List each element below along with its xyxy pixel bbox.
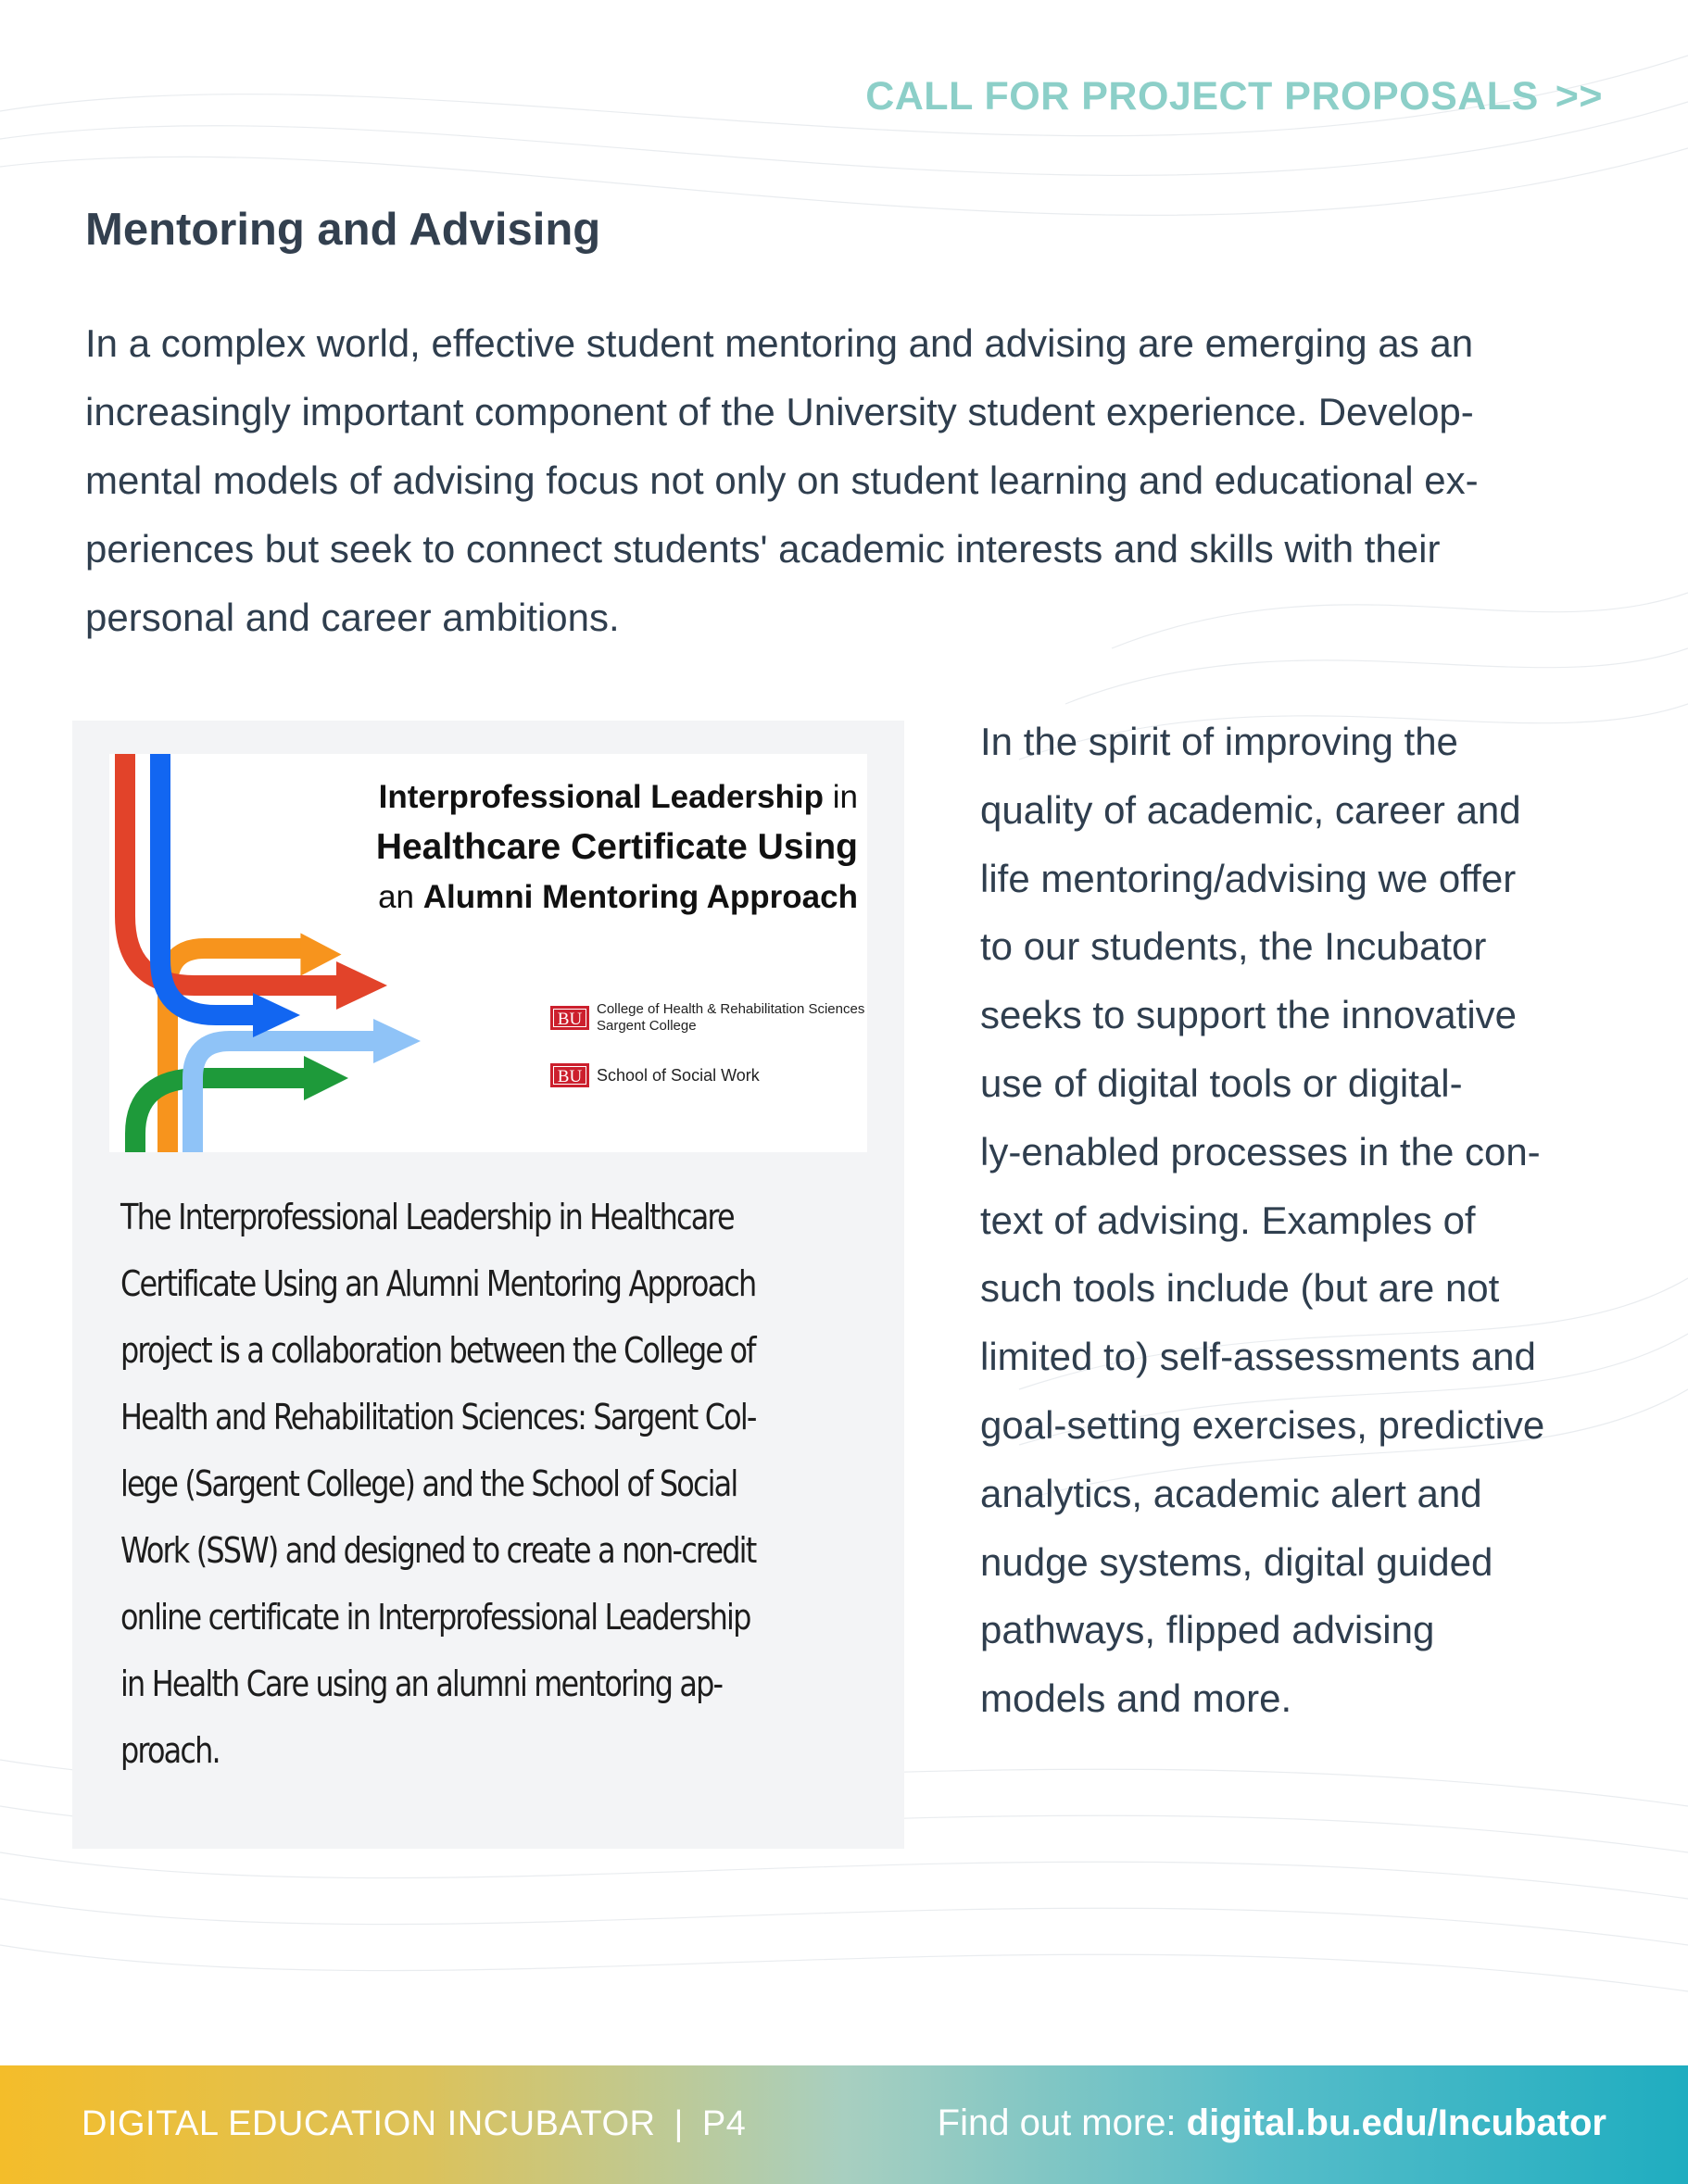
sargent-college-logo-text	[597, 1001, 864, 1035]
page-footer	[0, 2065, 1688, 2184]
caption-line: Certificate Using an Alumni Mentoring Approach	[120, 1263, 756, 1304]
caption-line: Health and Rehabilitation Sciences: Sargent Col-	[120, 1397, 756, 1437]
footer-link[interactable]: digital.bu.edu/Incubator	[1186, 2102, 1606, 2143]
light-blue-arrow-head	[373, 1019, 421, 1063]
paragraph-line: models and more.	[980, 1676, 1292, 1721]
bu-logo-icon: BU	[550, 1063, 589, 1087]
social-work-logo-text: School of Social Work	[597, 1066, 760, 1085]
intro-paragraph	[85, 309, 1614, 652]
caption-line: project is a collaboration between the College of	[120, 1330, 755, 1371]
paragraph-line: to our students, the Incubator	[980, 924, 1487, 969]
graphic-title-light-text: in	[832, 779, 858, 815]
intro-line: mental models of advising focus not only on student learning and educational ex-	[85, 458, 1479, 502]
intro-line: periences but seek to connect students' academic interests and skills with their	[85, 527, 1441, 571]
paragraph-line: In the spirit of improving the	[980, 720, 1458, 763]
case-study-box	[72, 721, 904, 1849]
graphic-title-bold-text: Interprofessional Leadership	[378, 779, 825, 815]
green-arrow-head	[304, 1056, 348, 1100]
section-title: Mentoring and Advising	[85, 205, 601, 255]
graphic-title-line1	[367, 772, 858, 822]
caption-line: in Health Care using an alumni mentoring ap-	[120, 1663, 723, 1704]
paragraph-line: goal-setting exercises, predictive	[980, 1402, 1545, 1447]
footer-separator: |	[674, 2104, 684, 2143]
page-number: P4	[701, 2104, 747, 2143]
paragraph-line: seeks to support the innovative	[980, 993, 1518, 1037]
section-tag	[865, 74, 1603, 119]
paragraph-line: limited to) self-assessments and	[980, 1335, 1536, 1379]
intro-line: In a complex world, effective student mentoring and advising are emerging as an	[85, 321, 1474, 365]
publication-name: DIGITAL EDUCATION INCUBATOR	[82, 2104, 656, 2143]
paragraph-line: text of advising. Examples of	[980, 1198, 1476, 1242]
section-tag-text: CALL FOR PROJECT PROPOSALS	[865, 74, 1539, 119]
logo-text-line: College of Health & Rehabilitation Sciences	[597, 1001, 865, 1017]
footer-link-area	[938, 2102, 1606, 2144]
footer-link-prefix: Find out more:	[937, 2102, 1177, 2143]
chevron-right-icon: >>	[1555, 74, 1603, 119]
light-blue-arrow	[193, 1041, 378, 1152]
graphic-title-line3	[367, 872, 858, 923]
intro-line: personal and career ambitions.	[85, 596, 620, 639]
orange-arrow-head	[300, 933, 341, 975]
social-work-logo	[550, 1063, 760, 1087]
bu-logo-icon: BU	[550, 1006, 589, 1030]
graphic-title-light-text: an	[378, 879, 415, 915]
blue-arrow-head	[253, 993, 300, 1037]
paragraph-line: quality of academic, career and	[980, 787, 1521, 832]
paragraph-line: ly-enabled processes in the con-	[980, 1129, 1541, 1174]
case-study-caption	[120, 1184, 862, 1784]
caption-line: lege (Sargent College) and the School of Social	[120, 1463, 737, 1504]
paragraph-line: pathways, flipped advising	[980, 1608, 1435, 1652]
paragraph-line: analytics, academic alert and	[980, 1471, 1482, 1515]
caption-line: online certificate in Interprofessional Leadership	[120, 1597, 750, 1638]
caption-line: Work (SSW) and designed to create a non-credit	[120, 1530, 756, 1571]
caption-line: The Interprofessional Leadership in Healthcare	[120, 1197, 734, 1237]
graphic-title-line2: Healthcare Certificate Using	[375, 827, 858, 867]
graphic-title	[367, 772, 858, 923]
intro-line: increasingly important component of the University student experience. Develop-	[85, 390, 1474, 433]
paragraph-line: such tools include (but are not	[980, 1266, 1500, 1311]
paragraph-line: use of digital tools or digital-	[980, 1061, 1463, 1105]
paragraph-line: nudge systems, digital guided	[980, 1539, 1493, 1584]
right-column-paragraph	[980, 708, 1629, 1733]
caption-line: proach.	[120, 1730, 220, 1771]
graphic-title-bold-text: Alumni Mentoring Approach	[422, 879, 858, 915]
red-arrow-head	[336, 961, 387, 1010]
paragraph-line: life mentoring/advising we offer	[980, 856, 1517, 900]
case-study-graphic	[109, 754, 867, 1152]
logo-text-line: Sargent College	[597, 1018, 697, 1034]
footer-publication-label	[82, 2104, 746, 2144]
sargent-college-logo	[550, 1001, 864, 1035]
